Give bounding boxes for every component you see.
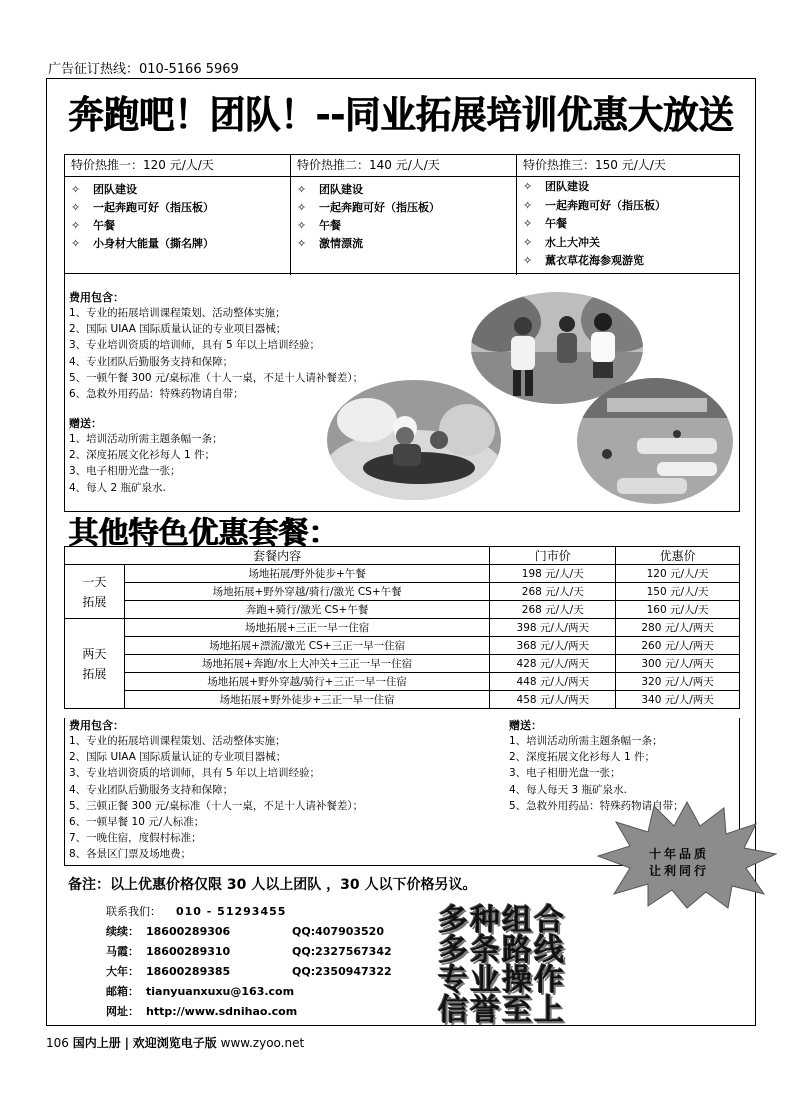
list-item: ✧ 激情漂流 xyxy=(297,235,516,253)
table-row xyxy=(65,655,740,673)
water-park-photo xyxy=(577,378,733,504)
gifts-heading: 赠送： xyxy=(509,719,542,732)
fee-line: 4、专业团队后勤服务支持和保障； xyxy=(69,355,234,368)
other-packages-title: 其他特色优惠套餐： xyxy=(68,516,338,551)
discount-price: 280 元/人/两天 xyxy=(616,619,740,637)
fee-line: 5、三顿正餐 300 元/桌标准（十人一桌，不足十人请补餐差）； xyxy=(69,799,364,812)
packages-table xyxy=(64,546,740,709)
package-name: 场地拓展+漂流/激光 CS+三正一早一住宿 xyxy=(124,637,489,655)
package-name: 场地拓展+野外穿越/骑行/激光 CS+午餐 xyxy=(124,583,489,601)
diamond-icon: ✧ xyxy=(297,183,307,196)
page-number: 106 xyxy=(46,1036,69,1050)
diamond-icon: ✧ xyxy=(523,198,533,212)
gift-line: 5、急救外用药品：特殊药物请自带； xyxy=(509,799,684,812)
fee-line: 1、专业的拓展培训课程策划、活动整体实施； xyxy=(69,735,286,747)
diamond-icon: ✧ xyxy=(297,201,307,214)
list-item: ✧ 水上大冲关 xyxy=(523,234,739,253)
deal-head: 特价热推一：120 元/人/天 xyxy=(65,155,290,177)
list-item: ✧ 午餐 xyxy=(71,217,290,235)
fees-included-2 xyxy=(69,718,363,863)
group-two-day: 两天拓展 xyxy=(65,619,125,709)
table-row xyxy=(65,673,740,691)
package-name: 奔跑+骑行/激光 CS+午餐 xyxy=(124,601,489,619)
section-name: 国内上册 xyxy=(72,1036,121,1050)
discount-price: 160 元/人/天 xyxy=(616,601,740,619)
fee-line: 6、一顿早餐 10 元/人标准； xyxy=(69,816,205,829)
list-item: ✧ 团队建设 xyxy=(523,178,739,197)
list-item: ✧ 一起奔跑可好（指压板） xyxy=(297,199,516,217)
contact-person-row: 马霞： 18600289310 QQ:2327567342 xyxy=(106,945,392,958)
table-row xyxy=(65,637,740,655)
retail-price: 428 元/人/两天 xyxy=(490,655,616,673)
website-link[interactable]: http://www.sdnihao.com xyxy=(146,1005,298,1018)
slogans xyxy=(438,903,566,1028)
fee-line: 2、国际 UIAA 国际质量认证的专业项目器械； xyxy=(69,751,287,764)
contact-person-row: 续续： 18600289306 QQ:407903520 xyxy=(106,925,384,938)
retail-price: 198 元/人/天 xyxy=(490,565,616,583)
discount-price: 300 元/人/两天 xyxy=(616,655,740,673)
retail-price: 268 元/人/天 xyxy=(490,601,616,619)
header-retail-price: 门市价 xyxy=(490,547,616,565)
fee-line: 8、各景区门票及场地费； xyxy=(69,848,192,861)
table-row xyxy=(65,691,740,709)
package-name: 场地拓展+奔跑/水上大冲关+三正一早一住宿 xyxy=(124,655,489,673)
list-item: ✧ 小身材大能量（撕名牌） xyxy=(71,235,290,253)
group-one-day: 一天拓展 xyxy=(65,565,125,619)
footer-url[interactable]: www.zyoo.net xyxy=(220,1036,305,1050)
retail-price: 368 元/人/两天 xyxy=(490,637,616,655)
diamond-icon: ✧ xyxy=(297,237,307,250)
fees-included xyxy=(69,290,363,402)
fee-line: 5、一顿午餐 300 元/桌标准（十人一桌，不足十人请补餐差）； xyxy=(69,371,364,384)
fee-line: 7、一晚住宿，度假村标准； xyxy=(69,832,202,845)
list-item: ✧ 午餐 xyxy=(297,217,516,235)
fee-line: 1、专业的拓展培训课程策划、活动整体实施； xyxy=(69,307,286,319)
fee-line: 6、急救外用药品：特殊药物请自带； xyxy=(69,388,244,401)
list-item: ✧ 薰衣草花海参观游览 xyxy=(523,252,739,271)
gifts xyxy=(69,416,223,496)
discount-price: 340 元/人/两天 xyxy=(616,691,740,709)
diamond-icon: ✧ xyxy=(523,254,533,268)
page-footer xyxy=(46,1034,304,1051)
table-row xyxy=(65,583,740,601)
table-row xyxy=(65,565,740,583)
retail-price: 458 元/人/两天 xyxy=(490,691,616,709)
email-row: 邮箱： tianyuanxuxu@163.com xyxy=(106,985,295,998)
slogan: 信誉至上 xyxy=(438,993,566,1028)
package-name: 场地拓展+野外徒步+三正一早一住宿 xyxy=(124,691,489,709)
discount-price: 320 元/人/两天 xyxy=(616,673,740,691)
gift-line: 4、每人每天 3 瓶矿泉水. xyxy=(509,783,627,796)
list-item: ✧ 团队建设 xyxy=(297,181,516,199)
discount-price: 120 元/人/天 xyxy=(616,565,740,583)
slogan: 多种组合 xyxy=(438,903,566,938)
contact-person-row: 大年： 18600289385 QQ:2350947322 xyxy=(106,965,392,978)
retail-price: 448 元/人/两天 xyxy=(490,673,616,691)
diamond-icon: ✧ xyxy=(71,183,81,196)
fee-line: 4、专业团队后勤服务支持和保障； xyxy=(69,783,234,796)
email-link[interactable]: tianyuanxuxu@163.com xyxy=(146,985,295,998)
website-row: 网址： http://www.sdnihao.com xyxy=(106,1005,298,1018)
deal-column-2 xyxy=(291,155,517,275)
gift-line: 3、电子相册光盘一张； xyxy=(69,465,181,478)
special-deals-table xyxy=(64,154,740,274)
rafting-photo xyxy=(327,380,501,500)
gift-line: 3、电子相册光盘一张； xyxy=(509,767,621,780)
deal-column-3 xyxy=(517,155,739,275)
gifts-heading: 赠送： xyxy=(69,417,102,430)
discount-price: 150 元/人/天 xyxy=(616,583,740,601)
fee-line: 3、专业培训资质的培训师，具有 5 年以上培训经验； xyxy=(69,767,321,780)
badge-text: 十年品质 让利同行 xyxy=(648,847,709,878)
fees-heading: 费用包含： xyxy=(69,719,124,732)
list-item: ✧ 午餐 xyxy=(523,215,739,234)
diamond-icon: ✧ xyxy=(523,235,533,249)
fees-heading: 费用包含： xyxy=(69,291,124,304)
main-title: 奔跑吧！团队！--同业拓展培训优惠大放送 xyxy=(68,93,734,137)
deal-head: 特价热推三：150 元/人/天 xyxy=(517,155,739,177)
contact-info xyxy=(106,902,392,1022)
promo-text: 欢迎浏览电子版 xyxy=(132,1036,217,1050)
retail-price: 268 元/人/天 xyxy=(490,583,616,601)
slogan: 多条路线 xyxy=(438,933,566,968)
package-name: 场地拓展+野外穿越/骑行+三正一早一住宿 xyxy=(124,673,489,691)
retail-price: 398 元/人/两天 xyxy=(490,619,616,637)
list-item: ✧ 一起奔跑可好（指压板） xyxy=(523,197,739,216)
list-item: ✧ 一起奔跑可好（指压板） xyxy=(71,199,290,217)
diamond-icon: ✧ xyxy=(297,219,307,232)
gift-line: 1、培训活动所需主题条幅一条； xyxy=(509,735,663,747)
gift-line: 4、每人 2 瓶矿泉水. xyxy=(69,481,166,494)
gift-line: 2、深度拓展文化衫每人 1 件； xyxy=(509,751,656,764)
fee-line: 3、专业培训资质的培训师，具有 5 年以上培训经验； xyxy=(69,339,321,352)
diamond-icon: ✧ xyxy=(71,237,81,250)
gift-line: 1、培训活动所需主题条幅一条； xyxy=(69,433,223,445)
gift-line: 2、深度拓展文化衫每人 1 件； xyxy=(69,449,216,462)
diamond-icon: ✧ xyxy=(71,219,81,232)
list-item: ✧ 团队建设 xyxy=(71,181,290,199)
diamond-icon: ✧ xyxy=(523,217,533,231)
ad-hotline: 广告征订热线：010-5166 5969 xyxy=(48,62,239,77)
fee-line: 2、国际 UIAA 国际质量认证的专业项目器械； xyxy=(69,323,287,336)
package-name: 场地拓展/野外徒步+午餐 xyxy=(124,565,489,583)
package-name: 场地拓展+三正一早一住宿 xyxy=(124,619,489,637)
diamond-icon: ✧ xyxy=(71,201,81,214)
deal-head: 特价热推二：140 元/人/天 xyxy=(291,155,516,177)
diamond-icon: ✧ xyxy=(523,180,533,193)
contact-us-row: 联系我们： 010 - 51293455 xyxy=(106,905,287,918)
separator: | xyxy=(124,1036,129,1050)
header-discount-price: 优惠价 xyxy=(616,547,740,565)
fees-section xyxy=(64,274,740,512)
table-header-row xyxy=(65,547,740,565)
table-row xyxy=(65,619,740,637)
table-row xyxy=(65,601,740,619)
deal-column-1 xyxy=(65,155,291,275)
discount-price: 260 元/人/两天 xyxy=(616,637,740,655)
slogan: 专业操作 xyxy=(438,963,566,998)
header-content: 套餐内容 xyxy=(65,547,490,565)
remark: 备注：以上优惠价格仅限 30 人以上团队 ，30 人以下价格另议。 xyxy=(68,877,477,893)
